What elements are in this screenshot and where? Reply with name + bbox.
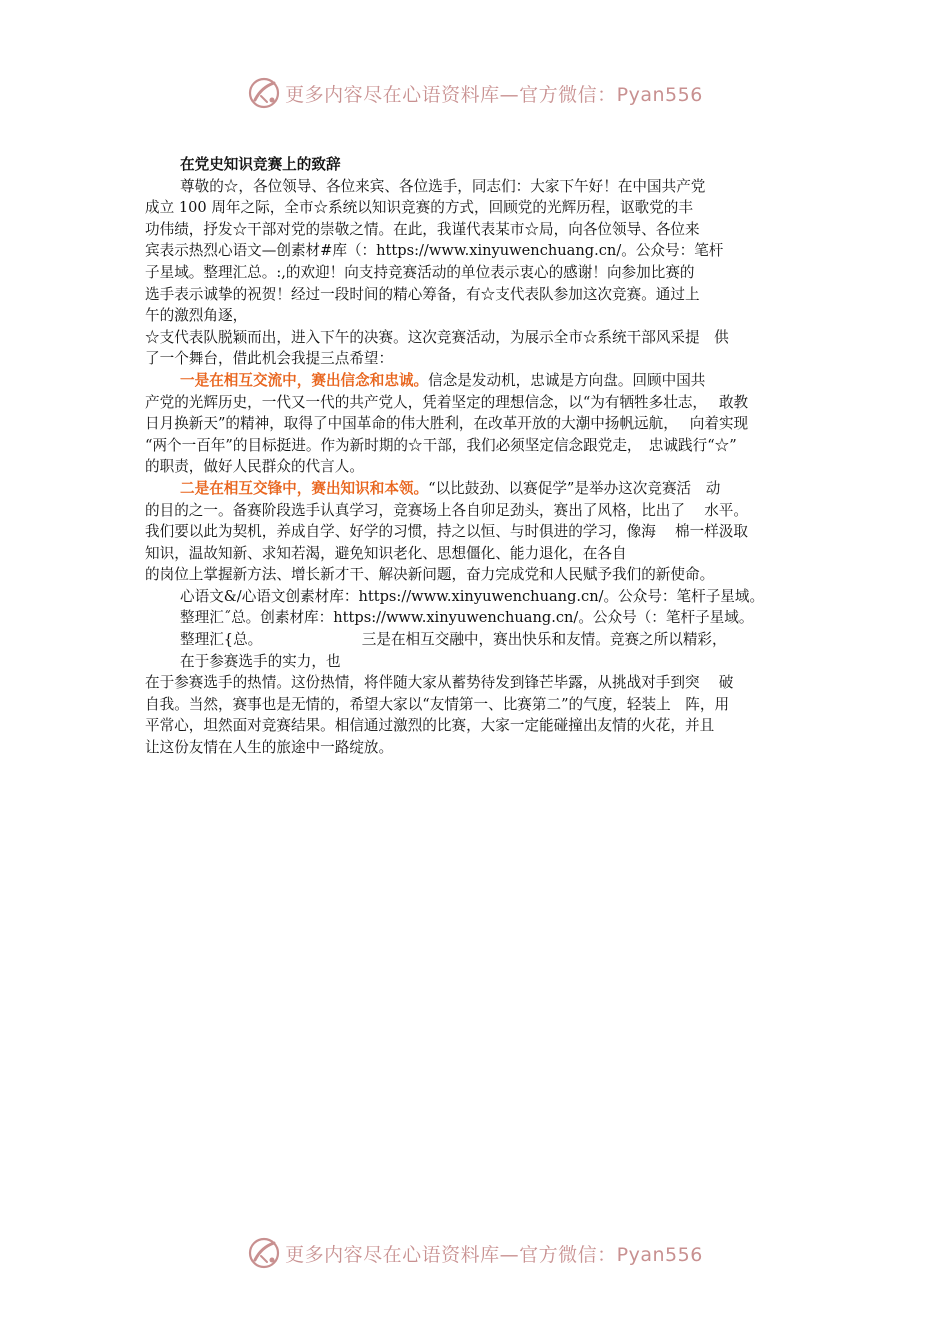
document-line [145,651,845,673]
document-line [145,737,845,759]
line-text: 宾表示热烈心语文—创素材#库（：https://www.xinyuwenchuang.cn/。公众号：笔杆 [145,242,724,260]
line-text: 午的激烈角逐， [145,307,248,325]
line-text: 心语文&/心语文创素材库：https://www.xinyuwenchuang.cn/。公众号：笔杆子星域。 [180,587,765,605]
line-text: 了一个舞台，借此机会我提三点希望： [145,350,394,368]
line-text: 功伟绩，抒发☆干部对党的崇敬之情。在此，我谨代表某市☆局，向各位领导、各位来 [145,220,700,238]
document-line [145,694,845,716]
line-text: 选手表示诚挚的祝贺！经过一段时间的精心筹备，有☆支代表队参加这次竞赛。通过上 [145,285,700,303]
line-text: 的职责，做好人民群众的代言人。 [145,458,364,476]
line-text: 在于参赛选手的实力，也 [180,652,341,670]
line-text: 的岗位上掌握新方法、增长新才干、解决新问题，奋力完成党和人民赋予我们的新使命。 [145,566,715,584]
highlight-heading: 一是在相互交流中，赛出信念和忠诚。 [180,371,429,389]
line-text: 的目的之一。备赛阶段选手认真学习，竞赛场上各自卯足劲头，赛出了风格，比出了 水平。 [145,501,748,519]
line-text: 在于参赛选手的热情。这份热情，将伴随大家从蓄势待发到锋芒毕露，从挑战对手到突 破 [145,674,734,692]
document-title: 在党史知识竞赛上的致辞 [180,156,341,173]
document-line [145,392,845,414]
document-line [145,715,845,737]
document-line [145,564,845,586]
line-text: 让这份友情在人生的旅途中一路绽放。 [145,739,394,757]
document-line [145,500,845,522]
document-line [145,176,845,198]
banner-text: 更多内容尽在心语资料库—官方微信：Pyan556 [285,1243,703,1266]
header-banner [0,70,950,116]
document-paragraphs [145,176,845,759]
document-body [145,154,845,759]
document-line [145,435,845,457]
document-line [145,370,845,392]
document-line [145,607,845,629]
line-text: “以比鼓劲、以赛促学”是举办这次竞赛活 动 [428,479,721,497]
document-line [145,348,845,370]
document-line [145,262,845,284]
highlight-heading: 二是在相互交锋中，赛出知识和本领。 [180,479,429,497]
document-line [145,629,845,651]
calligraphy-brush-logo [247,1236,281,1270]
line-text: 整理汇˝总。创素材库：https://www.xinyuwenchuang.cn/。公众号（：笔杆子星域。 [180,609,754,627]
calligraphy-brush-logo [247,76,281,110]
line-text: 日月换新天”的精神，取得了中国革命的伟大胜利，在改革开放的大潮中扬帆远航， 向着实现 [145,415,749,433]
line-text: 尊敬的☆，各位领导、各位来宾、各位选手，同志们：大家下午好！在中国共产党 [180,177,706,195]
document-line [145,305,845,327]
line-text: “两个一百年”的目标挺进。作为新时期的☆干部，我们必须坚定信念跟党走， 忠诚践行“☆” [145,436,737,454]
document-line [145,413,845,435]
line-text: 整理汇{总。 三是在相互交融中，赛出快乐和友情。竞赛之所以精彩， [180,631,727,649]
document-line [145,284,845,306]
document-line [145,219,845,241]
document-line [145,327,845,349]
footer-banner [0,1230,950,1276]
document-line [145,478,845,500]
document-line [145,586,845,608]
document-line [145,521,845,543]
line-text: 我们要以此为契机，养成自学、好学的习惯，持之以恒、与时俱进的学习，像海 棉一样汲取 [145,523,748,541]
document-line [145,672,845,694]
document-line [145,240,845,262]
line-text: 信念是发动机，忠诚是方向盘。回顾中国共 [428,371,706,389]
document-line [145,543,845,565]
document-line [145,197,845,219]
line-text: 产党的光辉历史，一代又一代的共产党人，凭着坚定的理想信念，以“为有牺牲多壮志， 敢教 [145,393,749,411]
document-line [145,456,845,478]
line-text: 平常心，坦然面对竞赛结果。相信通过激烈的比赛，大家一定能碰撞出友情的火花，并且 [145,717,715,735]
line-text: 子星域。整理汇总。:,的欢迎！向支持竞赛活动的单位表示衷心的感谢！向参加比赛的 [145,263,695,281]
line-text: 知识，温故知新、求知若渴，避免知识老化、思想僵化、能力退化，在各自 [145,544,627,562]
line-text: 自我。当然，赛事也是无情的，希望大家以“友情第一、比赛第二”的气度，轻装上 阵，用 [145,695,730,713]
banner-text: 更多内容尽在心语资料库—官方微信：Pyan556 [285,83,703,106]
line-text: ☆支代表队脱颖而出，进入下午的决赛。这次竞赛活动，为展示全市☆系统干部风采提 供 [145,328,729,346]
line-text: 成立 100 周年之际，全市☆系统以知识竞赛的方式，回顾党的光辉历程，讴歌党的丰 [145,199,693,217]
